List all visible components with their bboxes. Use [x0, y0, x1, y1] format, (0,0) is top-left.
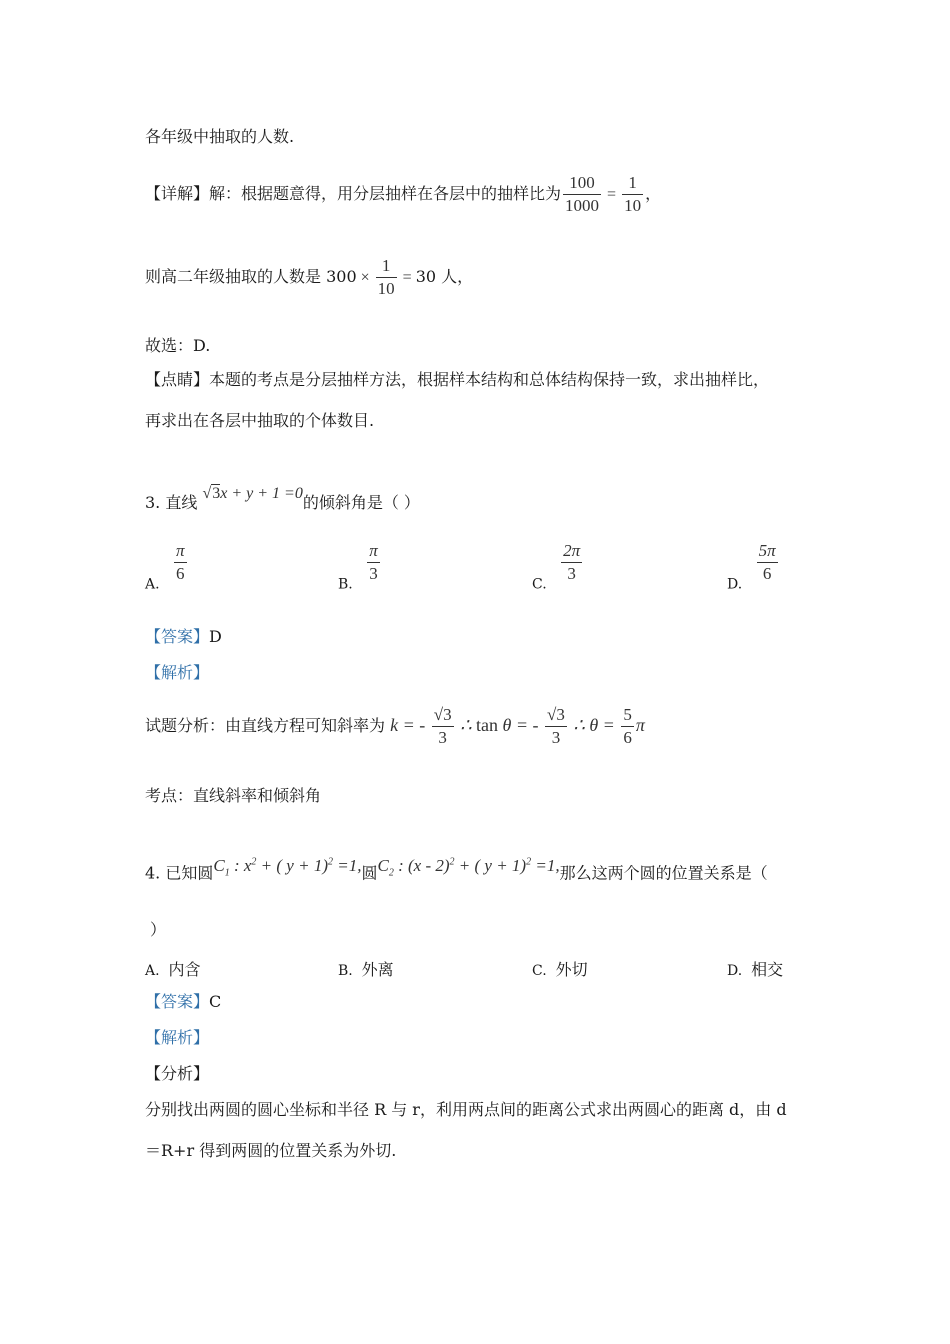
- comment-text: 本题的考点是分层抽样方法，根据样本结构和总体结构保持一致，求出抽样比，: [209, 370, 770, 389]
- q4-option-d: [727, 957, 783, 980]
- q3-option-b: [338, 540, 382, 593]
- q4-fenxi-line-2: ＝R+r 得到两圆的位置关系为外切.: [145, 1141, 397, 1160]
- ratio-fraction-simplified: [622, 172, 643, 217]
- q3-kpoint: 考点：直线斜率和倾斜角: [145, 786, 322, 805]
- q3-option-d: [727, 540, 780, 593]
- comment-tag: 【点睛】: [145, 370, 210, 389]
- comment-line-2: 再求出在各层中抽取的个体数目.: [145, 411, 375, 430]
- option-text: 内含: [168, 960, 201, 979]
- denominator: 10: [624, 196, 642, 215]
- option-label: C.: [532, 963, 547, 979]
- option-label: B.: [338, 963, 353, 979]
- denominator: 10: [377, 279, 395, 298]
- option-label: C.: [532, 576, 547, 593]
- q4-suffix: 那么这两个圆的位置关系是（: [559, 863, 768, 883]
- option-text: 外切: [555, 960, 588, 979]
- q4-answer-line: [145, 992, 221, 1012]
- numerator: 2π: [561, 540, 582, 563]
- q3-option-a: [145, 540, 189, 593]
- text-line: 各年级中抽取的人数.: [145, 127, 295, 146]
- option-fraction: [757, 540, 778, 585]
- detail-tag: 【详解】: [145, 184, 210, 203]
- detail-line: 【详解】解：根据题意得，用分层抽样在各层中的抽样比为 $\frac{100}{1000}$ = $\frac{1}{10}$ ，: [145, 173, 662, 215]
- numerator: 1: [622, 172, 643, 195]
- option-label: B.: [338, 576, 353, 593]
- analysis-text: 试题分析：由直线方程可知斜率为: [145, 716, 386, 735]
- q3-equation: √3x + y + 1 =0: [202, 485, 303, 502]
- q4-option-b: [338, 957, 394, 980]
- circle2-equation: $C_2$ : (x - 2)$^2$ + ( y + 1)$^2$ =1,: [377, 855, 560, 879]
- q3-analysis-line: [145, 700, 645, 751]
- q4-fenxi-tag: 【分析】: [145, 1064, 210, 1083]
- answer-value: C: [209, 992, 222, 1011]
- detail-text: 解：根据题意得，用分层抽样在各层中的抽样比为: [209, 184, 562, 203]
- q4-analysis-tag: 【解析】: [145, 1028, 210, 1047]
- q4-option-c: [532, 957, 588, 980]
- answer-tag: 【答案】: [145, 992, 210, 1011]
- circle1-equation: $C_1$ : $x^2$ + ( y + 1)$^2$ =1,: [213, 855, 362, 879]
- count-line: 则高二年级抽取的人数是 300 × $\frac{1}{10}$ = 30 人，: [145, 256, 474, 298]
- denominator: 6: [176, 564, 185, 583]
- slope-formula: k = - $\frac{√3}{3}$ ∴ tan θ = - $\frac{√3}{3}$ ∴ θ = $\frac{5}{6}$ π: [390, 705, 645, 748]
- option-label: D.: [727, 963, 743, 979]
- count-suffix: 30 人，: [415, 267, 474, 286]
- answer-value: D: [209, 627, 222, 646]
- option-label: A.: [145, 963, 160, 979]
- denominator: 3: [369, 564, 378, 583]
- option-fraction: [367, 540, 380, 585]
- numerator: π: [174, 540, 187, 563]
- q4-fenxi-line-1: 分别找出两圆的圆心坐标和半径 R 与 r，利用两点间的距离公式求出两圆心的距离 d，由 d: [145, 1100, 787, 1119]
- q4-option-a: [145, 957, 200, 980]
- option-fraction: [174, 540, 187, 585]
- count-prefix: 则高二年级抽取的人数是 300: [145, 267, 357, 286]
- q3-option-c: [532, 540, 584, 593]
- q3-prefix: 3. 直线: [145, 493, 198, 512]
- option-text: 外离: [361, 960, 394, 979]
- q3-answer-line: [145, 627, 222, 647]
- choose-line: 故选：D.: [145, 336, 211, 355]
- comment-line-1: [145, 370, 769, 390]
- numerator: 5π: [757, 540, 778, 563]
- equation-rest: x + y + 1 =0: [220, 485, 303, 502]
- numerator: 100: [563, 172, 601, 195]
- denominator: 1000: [565, 196, 600, 215]
- numerator: 1: [376, 255, 397, 278]
- q4-prefix: 4. 已知圆: [145, 863, 214, 883]
- option-label: D.: [727, 576, 743, 593]
- count-fraction: [376, 255, 397, 300]
- option-label: A.: [145, 576, 160, 593]
- option-text: 相交: [751, 960, 784, 979]
- answer-tag: 【答案】: [145, 627, 210, 646]
- radicand: 3: [212, 485, 221, 502]
- numerator: π: [367, 540, 380, 563]
- q3-suffix: 的倾斜角是（ ）: [302, 493, 420, 512]
- option-fraction: [561, 540, 582, 585]
- q4-close-paren: ）: [150, 920, 167, 939]
- q4-mid: 圆: [361, 863, 378, 883]
- q3-stem: [145, 485, 420, 514]
- denominator: 3: [567, 564, 576, 583]
- ratio-fraction: [563, 172, 601, 217]
- punct: ，: [645, 184, 662, 203]
- q3-analysis-tag: 【解析】: [145, 663, 210, 682]
- denominator: 6: [762, 564, 772, 583]
- q4-stem: [145, 855, 768, 891]
